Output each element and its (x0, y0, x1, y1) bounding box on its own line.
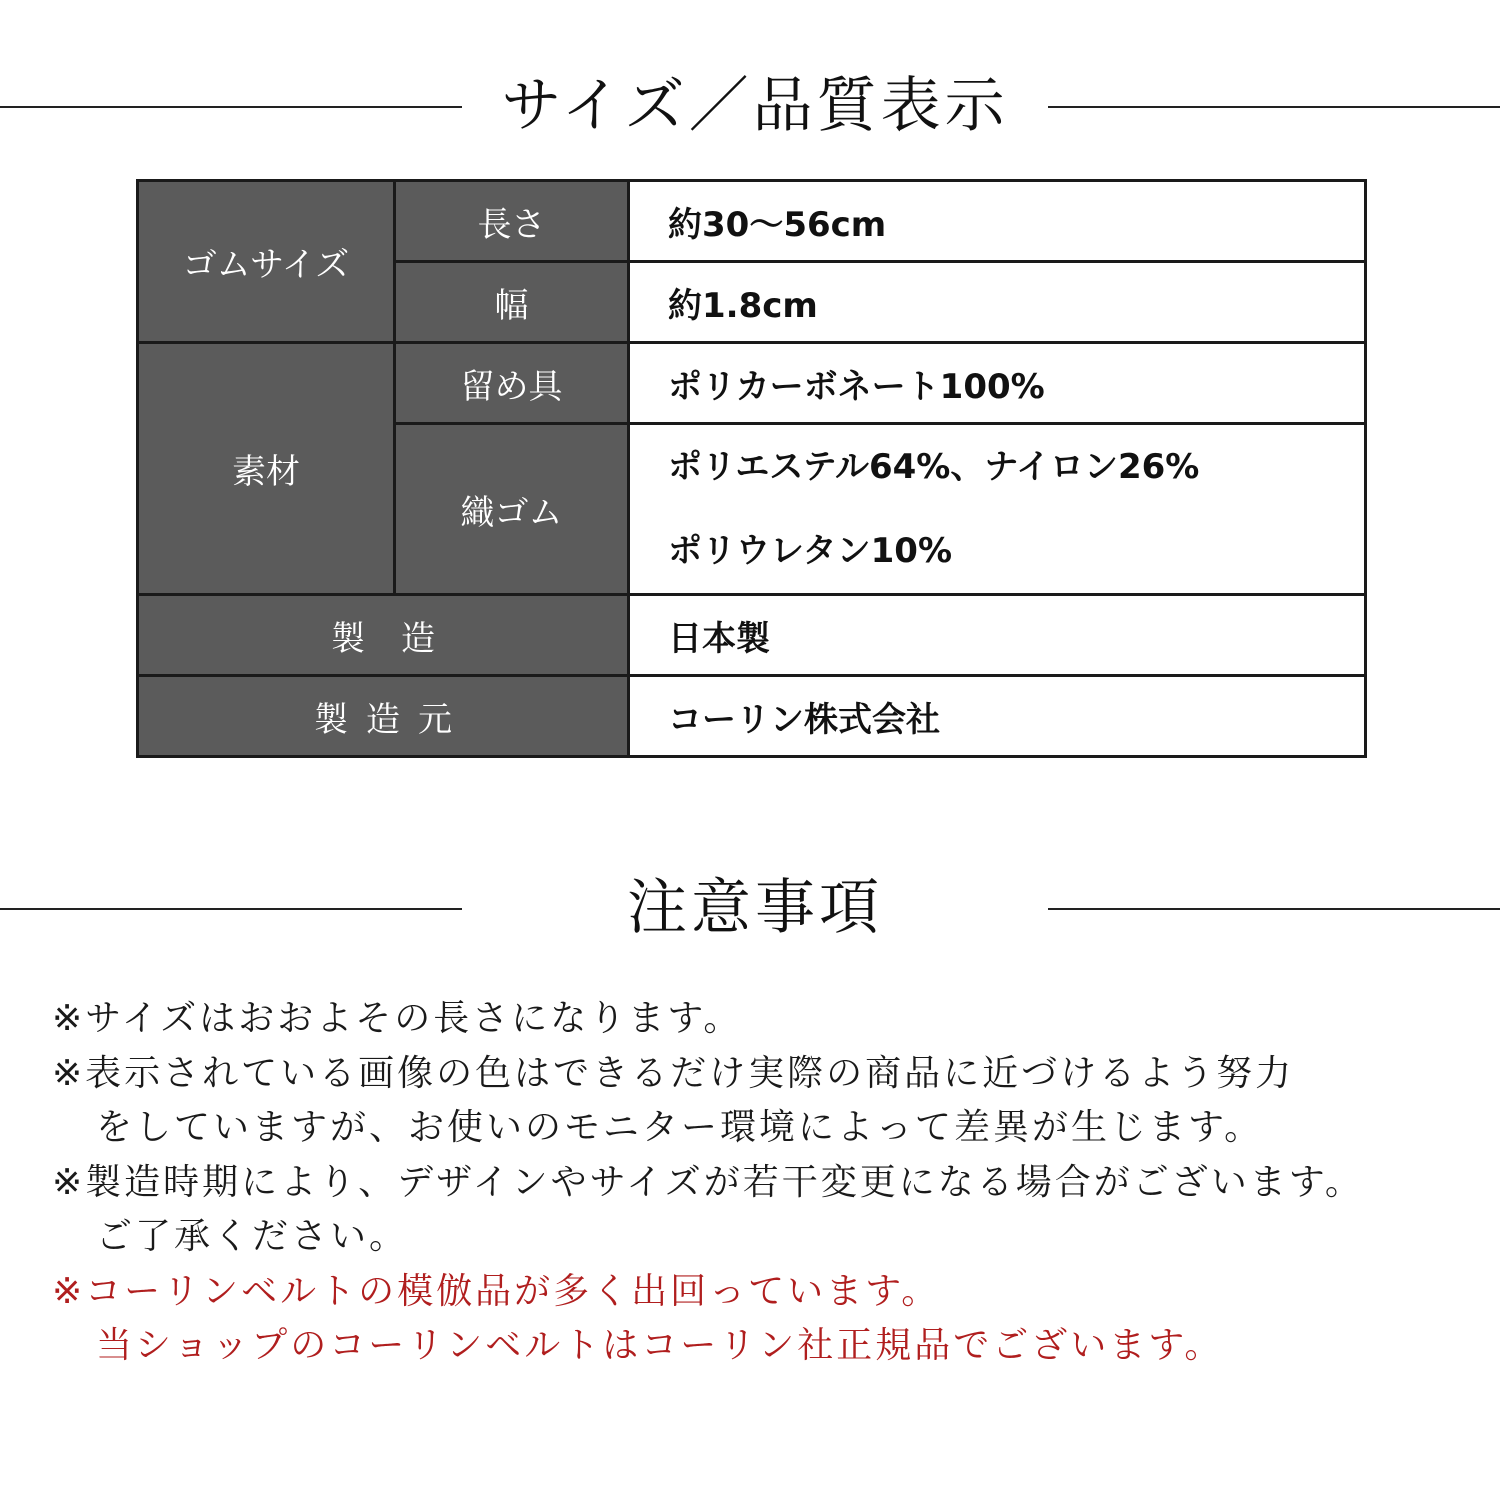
manufacturer-label-cell (138, 676, 629, 757)
length-label: 長さ (395, 181, 629, 262)
fastener-value: ポリカーボネート100% (629, 343, 1366, 424)
size-quality-title: サイズ／品質表示 (501, 71, 1009, 141)
woven-rubber-value (629, 424, 1366, 595)
manufacture-label: 製造 (331, 618, 471, 659)
heading-rule-right (1048, 908, 1500, 910)
material-label: 素材 (138, 343, 395, 595)
manufacturer-value: コーリン株式会社 (629, 676, 1366, 757)
table-row (138, 181, 1366, 262)
table-row (138, 343, 1366, 424)
woven-rubber-value-line-2: ポリウレタン10% (668, 531, 953, 571)
heading-rule-left (0, 106, 462, 108)
fastener-label: 留め具 (395, 343, 629, 424)
heading-rule-left (0, 908, 462, 910)
size-quality-heading (0, 66, 1500, 146)
note-line: ※製造時期により、デザインやサイズが若干変更になる場合がございます。 (52, 1161, 1364, 1203)
length-value: 約30〜56cm (629, 181, 1366, 262)
woven-rubber-value-line-1: ポリエステル64%、ナイロン26% (668, 447, 1200, 487)
manufacture-value: 日本製 (629, 595, 1366, 676)
notes-title: 注意事項 (627, 873, 883, 943)
woven-rubber-label: 織ゴム (395, 424, 629, 595)
note-line: ※サイズはおおよその長さになります。 (52, 998, 743, 1039)
notes-body (52, 992, 1492, 1374)
width-label: 幅 (395, 262, 629, 343)
size-quality-table (136, 179, 1367, 758)
note-line: をしていますが、お使いのモニター環境によって差異が生じます。 (96, 1107, 1264, 1148)
heading-rule-right (1048, 106, 1500, 108)
warning-line: ※コーリンベルトの模倣品が多く出回っています。 (52, 1270, 941, 1312)
manufacturer-label: 製造元 (314, 699, 470, 740)
note-line: ご了承ください。 (96, 1216, 409, 1257)
manufacture-label-cell (138, 595, 629, 676)
warning-line: 当ショップのコーリンベルトはコーリン社正規品でございます。 (96, 1325, 1224, 1366)
width-value: 約1.8cm (629, 262, 1366, 343)
rubber-size-label: ゴムサイズ (138, 181, 395, 343)
table-row (138, 595, 1366, 676)
table-row (138, 676, 1366, 757)
note-line: ※表示されている画像の色はできるだけ実際の商品に近づけるよう努力 (52, 1052, 1295, 1094)
notes-heading (0, 868, 1500, 948)
